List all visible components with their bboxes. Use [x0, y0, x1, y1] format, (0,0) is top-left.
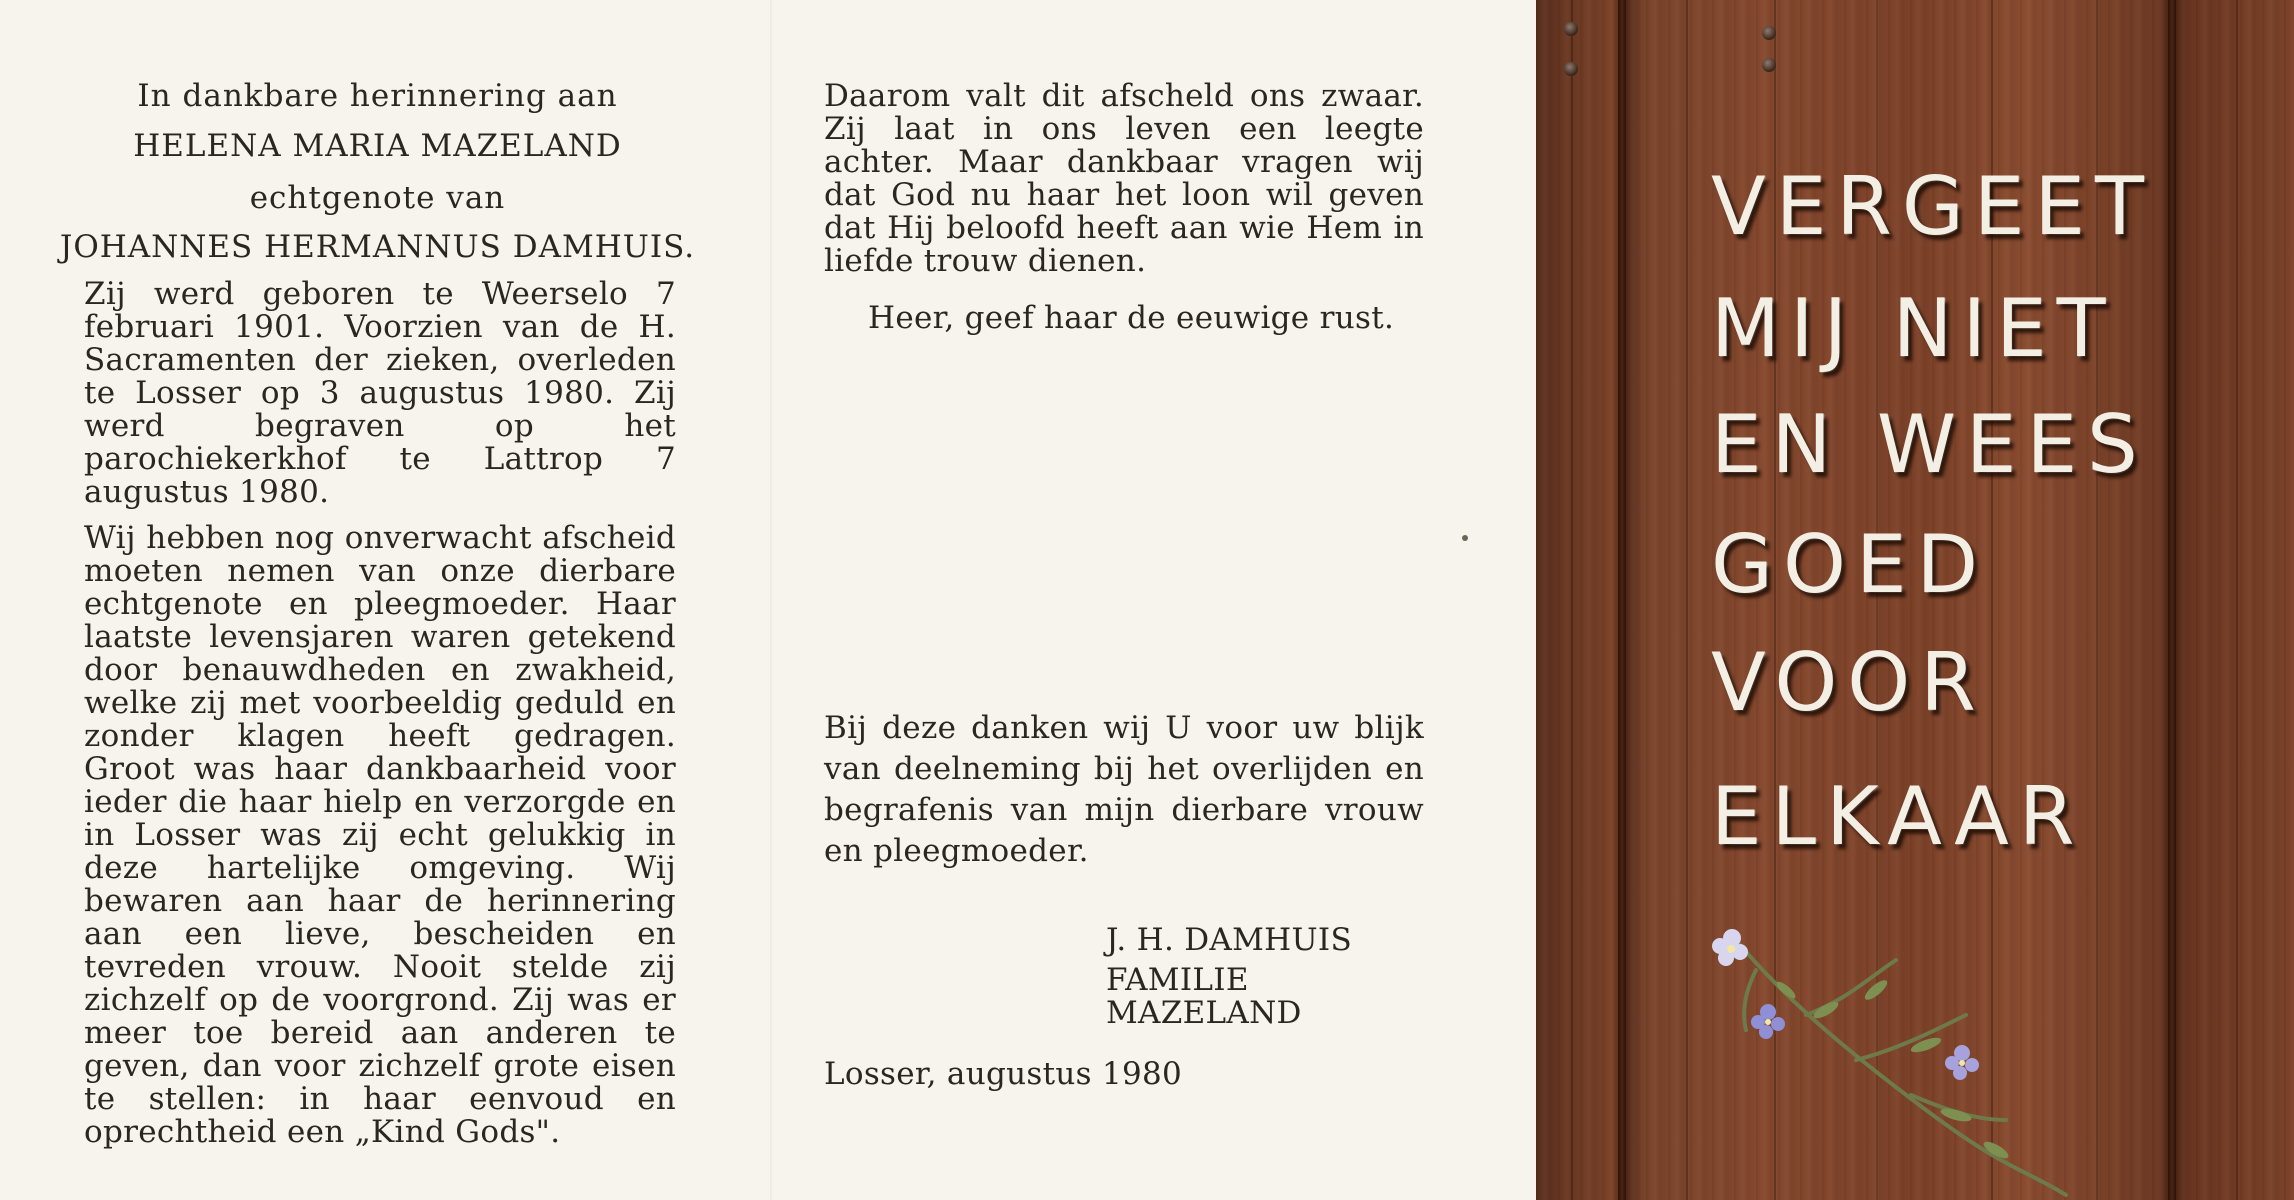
plank-gap-right — [2168, 0, 2176, 1200]
thanks-paragraph: Bij deze danken wij U voor uw blijk van deelneming bij het overlijden en begrafenis van mijn dierbare vrouw en pleegmoeder. — [824, 710, 1424, 869]
header-line-3: echtgenote van — [249, 180, 506, 216]
nail-icon — [1762, 58, 1776, 72]
nail-icon — [1564, 62, 1578, 76]
ink-speck — [1462, 535, 1468, 541]
nail-icon — [1762, 26, 1776, 40]
deceased-name: HELENA MARIA MAZELAND — [133, 128, 622, 164]
slogan-line-2: MIJ NIET — [1711, 282, 2116, 375]
nail-icon — [1564, 22, 1578, 36]
slogan-line-6: ELKAAR — [1711, 770, 2085, 863]
memorial-paragraph: Wij hebben nog onverwacht afscheid moeten nemen van onze dierbare echtgenote en pleegmoeder. Haar laatste levensjaren waren getekend door benauwdheden en zwakheid, welke zij met voorbeeldig geduld en zonder klagen heeft gedragen. Groot was haar dankbaarheid voor ieder die haar hielp en verzorgde en in Losser was zij echt gelukkig in deze hartelijke omgeving. Wij bewaren aan haar de herinnering aan een lieve, bescheiden en tevreden vrouw. Nooit stelde zij zichzelf op de voorgrond. Zij was er meer toe bereid aan anderen te geven, dan voor zichzelf grote eisen te stellen: in haar eenvoud en oprechtheid een „Kind Gods". — [84, 520, 676, 1150]
birth-death-paragraph: Zij werd geboren te Weerselo 7 februari 1901. Voorzien van de H. Sacramenten der zieken, overleden te Losser op 3 augustus 1980. Zij werd begraven op het parochiekerkhof te Lattrop 7 augustus 1980. — [84, 276, 676, 510]
wood-grain — [1686, 0, 1688, 1200]
prayer-line: Heer, geef haar de eeuwige rust. — [868, 300, 1395, 336]
signature-line-2: FAMILIE MAZELAND — [1106, 962, 1302, 1031]
spouse-name: JOHANNES HERMANNUS DAMHUIS. — [59, 229, 696, 265]
place-date: Losser, augustus 1980 — [824, 1056, 1183, 1092]
wood-grain — [1571, 0, 1573, 1200]
plank-gap-left — [1618, 0, 1626, 1200]
slogan-line-3: EN WEES — [1711, 398, 2148, 491]
wood-grain — [2236, 0, 2238, 1200]
photo-panel — [1536, 0, 2294, 1200]
header-line-1: In dankbare herinnering aan — [137, 78, 618, 114]
farewell-paragraph: Daarom valt dit afscheld ons zwaar. Zij laat in ons leven een leegte achter. Maar dankbaar vragen wij dat God nu haar het loon wil geven dat Hij beloofd heeft aan wie Hem in liefde trouw dienen. — [824, 78, 1424, 279]
slogan-line-5: VOOR — [1711, 636, 1986, 729]
slogan-line-1: VERGEET — [1711, 160, 2154, 253]
signature-line-1: J. H. DAMHUIS — [1106, 922, 1352, 958]
left-panel — [0, 0, 770, 1200]
slogan-line-4: GOED — [1711, 518, 1989, 611]
middle-panel — [770, 0, 1536, 1200]
forget-me-not-flowers-icon — [1696, 920, 2116, 1200]
